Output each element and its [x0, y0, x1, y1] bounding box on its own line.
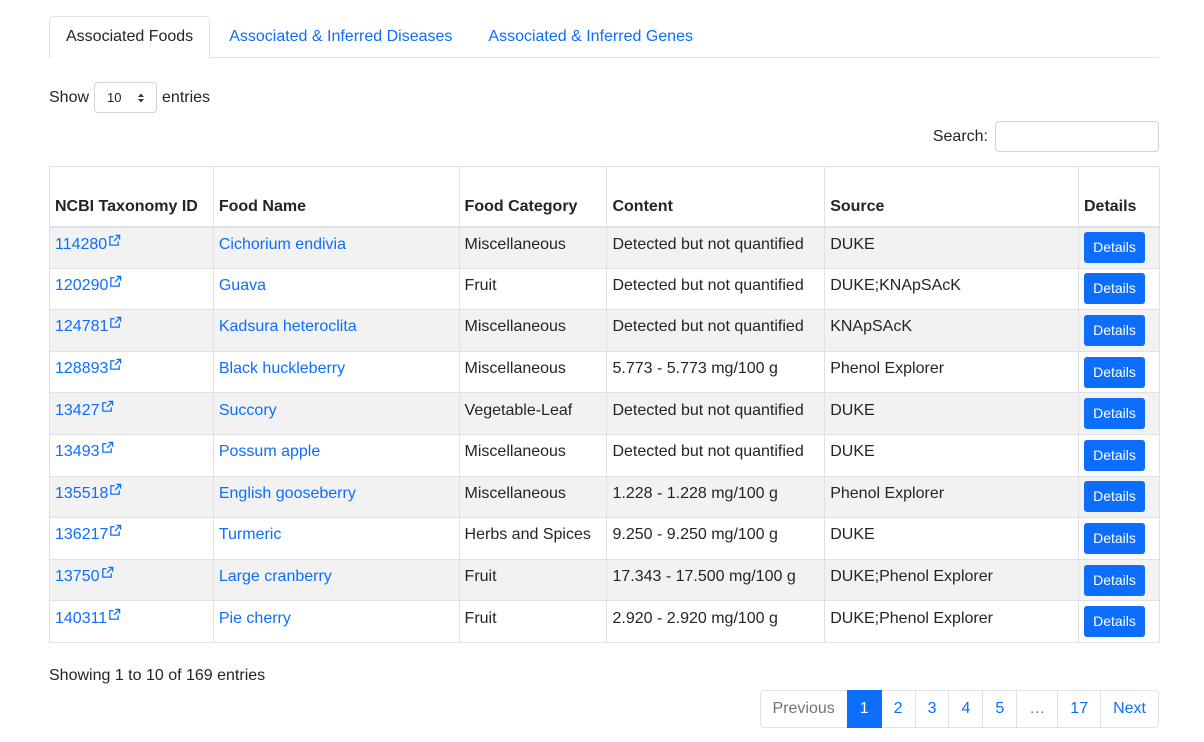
pagination	[761, 690, 1159, 728]
cell-content	[607, 310, 825, 352]
search-label: Search:	[932, 127, 988, 145]
taxonomy-id-link[interactable]: 13427	[55, 401, 100, 419]
food-category-text: Miscellaneous	[464, 484, 566, 502]
source-text: DUKE	[830, 401, 875, 419]
food-name-link[interactable]: Guava	[218, 276, 266, 294]
details-button[interactable]: Details	[1084, 273, 1145, 304]
taxonomy-id-link[interactable]: 120290	[55, 276, 109, 294]
details-button[interactable]: Details	[1084, 315, 1145, 346]
source-text: DUKE;Phenol Explorer	[830, 568, 993, 586]
source-text: Phenol Explorer	[830, 360, 945, 378]
cell-ncbi-taxonomy-id	[50, 434, 214, 476]
cell-ncbi-taxonomy-id	[50, 476, 214, 518]
cell-ncbi-taxonomy-id	[50, 393, 214, 435]
table-row	[50, 268, 1160, 310]
table-row	[50, 601, 1160, 643]
table-row	[50, 393, 1160, 435]
table-row	[50, 227, 1160, 269]
food-name-link[interactable]: Kadsura heteroclita	[218, 318, 357, 336]
content-text: 2.920 - 2.920 mg/100 g	[612, 609, 778, 627]
taxonomy-id-link[interactable]: 135518	[55, 484, 109, 502]
cell-content	[607, 476, 825, 518]
food-name-link[interactable]: English gooseberry	[218, 484, 356, 502]
cell-details	[1078, 393, 1159, 435]
details-button[interactable]: Details	[1084, 565, 1145, 596]
column-header-details[interactable]: Details	[1078, 167, 1159, 227]
food-name-link[interactable]: Black huckleberry	[218, 360, 346, 378]
external-link-icon	[108, 234, 121, 247]
external-link-icon	[109, 524, 122, 537]
cell-content	[607, 559, 825, 601]
cell-food-category	[459, 434, 607, 476]
column-header-content[interactable]: Content	[607, 167, 825, 227]
cell-details	[1078, 518, 1159, 560]
food-category-text: Miscellaneous	[464, 443, 566, 461]
details-button[interactable]: Details	[1084, 481, 1145, 512]
table-body	[50, 227, 1160, 643]
source-text: DUKE	[830, 235, 875, 253]
cell-food-name	[213, 393, 459, 435]
content-text: 9.250 - 9.250 mg/100 g	[612, 526, 778, 544]
cell-food-name	[213, 601, 459, 643]
table-info: Showing 1 to 10 of 169 entries	[49, 667, 266, 684]
cell-food-category	[459, 310, 607, 352]
cell-food-name	[213, 518, 459, 560]
external-link-icon	[109, 358, 122, 371]
food-category-text: Miscellaneous	[464, 235, 566, 253]
food-name-link[interactable]: Cichorium endivia	[218, 235, 347, 253]
food-name-link[interactable]: Pie cherry	[218, 609, 291, 627]
cell-content	[607, 393, 825, 435]
cell-food-name	[213, 227, 459, 269]
pagination-page-3[interactable]: 3	[915, 690, 950, 728]
cell-content	[607, 434, 825, 476]
cell-details	[1078, 559, 1159, 601]
content-text: 1.228 - 1.228 mg/100 g	[612, 484, 778, 502]
external-link-icon	[109, 275, 122, 288]
external-link-icon	[101, 400, 114, 413]
source-text: Phenol Explorer	[830, 484, 945, 502]
cell-food-name	[213, 268, 459, 310]
entries-select-value: 10	[107, 90, 122, 105]
cell-details	[1078, 310, 1159, 352]
cell-food-category	[459, 476, 607, 518]
external-link-icon	[101, 566, 114, 579]
details-button[interactable]: Details	[1084, 357, 1145, 388]
food-category-text: Herbs and Spices	[464, 526, 591, 544]
pagination-page-1[interactable]: 1	[847, 690, 882, 728]
table-row	[50, 518, 1160, 560]
pagination-page-5[interactable]: 5	[982, 690, 1017, 728]
content-text: Detected but not quantified	[612, 318, 804, 336]
details-button[interactable]: Details	[1084, 440, 1145, 471]
column-header-ncbi-taxonomy-id[interactable]: NCBI Taxonomy ID	[50, 167, 214, 227]
cell-food-category	[459, 559, 607, 601]
cell-content	[607, 227, 825, 269]
tab-associated-inferred-diseases[interactable]: Associated & Inferred Diseases	[229, 28, 453, 45]
cell-details	[1078, 227, 1159, 269]
food-name-link[interactable]: Large cranberry	[218, 568, 332, 586]
cell-ncbi-taxonomy-id	[50, 310, 214, 352]
cell-source	[825, 476, 1079, 518]
cell-source	[825, 559, 1079, 601]
cell-food-category	[459, 351, 607, 393]
cell-ncbi-taxonomy-id	[50, 227, 214, 269]
cell-ncbi-taxonomy-id	[50, 601, 214, 643]
select-arrows-icon	[137, 92, 145, 104]
cell-food-category	[459, 268, 607, 310]
tab-associated-inferred-genes[interactable]: Associated & Inferred Genes	[488, 28, 693, 45]
table-row	[50, 310, 1160, 352]
cell-source	[825, 268, 1079, 310]
cell-content	[607, 601, 825, 643]
taxonomy-id-link[interactable]: 128893	[55, 360, 109, 378]
cell-food-name	[213, 476, 459, 518]
cell-source	[825, 393, 1079, 435]
cell-source	[825, 310, 1079, 352]
external-link-icon	[101, 441, 114, 454]
cell-ncbi-taxonomy-id	[50, 268, 214, 310]
cell-ncbi-taxonomy-id	[50, 351, 214, 393]
pagination-page-2[interactable]: 2	[881, 690, 916, 728]
external-link-icon	[109, 483, 122, 496]
table-row	[50, 434, 1160, 476]
cell-ncbi-taxonomy-id	[50, 559, 214, 601]
cell-details	[1078, 268, 1159, 310]
details-button[interactable]: Details	[1084, 606, 1145, 637]
details-button[interactable]: Details	[1084, 523, 1145, 554]
source-text: DUKE	[830, 443, 875, 461]
content-text: Detected but not quantified	[612, 235, 804, 253]
external-link-icon	[108, 608, 121, 621]
entries-label: entries	[162, 88, 211, 106]
taxonomy-id-link[interactable]: 114280	[55, 235, 108, 253]
food-name-link[interactable]: Succory	[218, 401, 277, 419]
cell-food-category	[459, 518, 607, 560]
table-row	[50, 559, 1160, 601]
taxonomy-id-link[interactable]: 140311	[55, 609, 108, 627]
food-category-text: Miscellaneous	[464, 318, 566, 336]
content-text: Detected but not quantified	[612, 276, 804, 294]
cell-details	[1078, 476, 1159, 518]
taxonomy-id-link[interactable]: 136217	[55, 526, 109, 544]
column-header-food-name[interactable]: Food Name	[213, 167, 459, 227]
details-button[interactable]: Details	[1084, 398, 1145, 429]
cell-content	[607, 518, 825, 560]
pagination-next[interactable]: Next	[1100, 690, 1159, 728]
cell-source	[825, 227, 1079, 269]
food-category-text: Fruit	[464, 276, 497, 294]
content-text: Detected but not quantified	[612, 401, 804, 419]
source-text: KNApSAcK	[830, 318, 913, 336]
food-category-text: Fruit	[464, 568, 497, 586]
foods-table	[49, 166, 1160, 643]
cell-details	[1078, 351, 1159, 393]
taxonomy-id-link[interactable]: 13750	[55, 568, 100, 586]
entries-select[interactable]	[94, 82, 157, 113]
cell-content	[607, 351, 825, 393]
content-text: Detected but not quantified	[612, 443, 804, 461]
pagination-page-4[interactable]: 4	[948, 690, 983, 728]
pagination-previous[interactable]: Previous	[760, 690, 848, 728]
taxonomy-id-link[interactable]: 13493	[55, 443, 100, 461]
cell-food-name	[213, 351, 459, 393]
taxonomy-id-link[interactable]: 124781	[55, 318, 109, 336]
cell-ncbi-taxonomy-id	[50, 518, 214, 560]
cell-source	[825, 518, 1079, 560]
tab-associated-foods[interactable]: Associated Foods	[49, 16, 210, 59]
food-category-text: Fruit	[464, 609, 497, 627]
associated-foods-panel	[49, 16, 1159, 717]
pagination-page-17[interactable]: 17	[1057, 690, 1101, 728]
source-text: DUKE;Phenol Explorer	[830, 609, 993, 627]
source-text: DUKE;KNApSAcK	[830, 276, 961, 294]
cell-source	[825, 601, 1079, 643]
column-header-food-category[interactable]: Food Category	[459, 167, 607, 227]
search-control	[933, 121, 1159, 152]
content-text: 17.343 - 17.500 mg/100 g	[612, 568, 796, 586]
food-name-link[interactable]: Turmeric	[218, 526, 282, 544]
cell-content	[607, 268, 825, 310]
cell-food-category	[459, 601, 607, 643]
food-name-link[interactable]: Possum apple	[218, 443, 321, 461]
cell-food-name	[213, 559, 459, 601]
column-header-source[interactable]: Source	[825, 167, 1079, 227]
show-label: Show	[49, 88, 90, 106]
food-category-text: Miscellaneous	[464, 360, 566, 378]
table-row	[50, 351, 1160, 393]
external-link-icon	[109, 316, 122, 329]
table-row	[50, 476, 1160, 518]
tab-bar	[49, 16, 1159, 58]
content-text: 5.773 - 5.773 mg/100 g	[612, 360, 778, 378]
source-text: DUKE	[830, 526, 875, 544]
food-category-text: Vegetable-Leaf	[464, 401, 573, 419]
details-button[interactable]: Details	[1084, 232, 1145, 263]
cell-food-name	[213, 434, 459, 476]
cell-food-name	[213, 310, 459, 352]
cell-details	[1078, 434, 1159, 476]
entries-length-control	[49, 82, 210, 113]
table-header-row	[50, 167, 1160, 227]
cell-food-category	[459, 393, 607, 435]
search-input[interactable]	[995, 121, 1159, 152]
pagination-ellipsis: …	[1016, 690, 1058, 728]
cell-food-category	[459, 227, 607, 269]
cell-details	[1078, 601, 1159, 643]
cell-source	[825, 351, 1079, 393]
cell-source	[825, 434, 1079, 476]
